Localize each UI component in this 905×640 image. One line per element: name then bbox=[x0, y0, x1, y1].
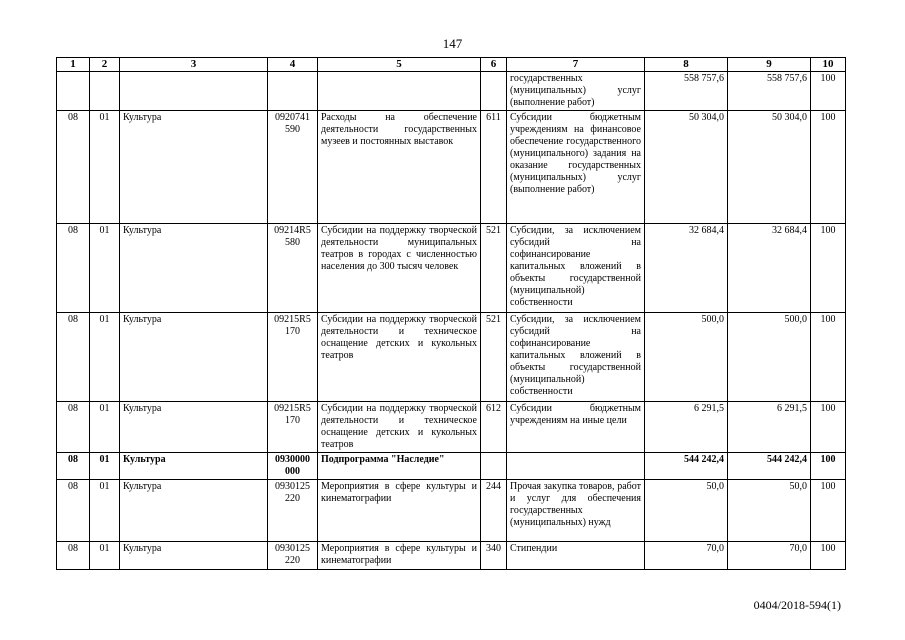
cell-col-4: 0930000 000 bbox=[268, 453, 318, 480]
cell-col-2: 01 bbox=[90, 224, 120, 313]
cell-col-5: Мероприятия в сфере культуры и кинематографии bbox=[318, 480, 481, 542]
table-row bbox=[57, 111, 846, 224]
cell-col-8: 6 291,5 bbox=[645, 402, 728, 453]
cell-col-5: Мероприятия в сфере культуры и кинематографии bbox=[318, 542, 481, 570]
cell-col-10: 100 bbox=[811, 111, 846, 224]
cell-col-3: Культура bbox=[120, 480, 268, 542]
cell-col-5: Субсидии на поддержку творческой деятельности муниципальных театров в городах с численностью населения до 300 тысяч человек bbox=[318, 224, 481, 313]
cell-col-2 bbox=[90, 72, 120, 111]
cell-col-8: 32 684,4 bbox=[645, 224, 728, 313]
table-row bbox=[57, 313, 846, 402]
cell-col-10: 100 bbox=[811, 313, 846, 402]
cell-col-6: 612 bbox=[481, 402, 507, 453]
table-row bbox=[57, 480, 846, 542]
cell-col-10: 100 bbox=[811, 542, 846, 570]
cell-col-6: 340 bbox=[481, 542, 507, 570]
cell-col-4: 09214R5 580 bbox=[268, 224, 318, 313]
cell-col-10: 100 bbox=[811, 224, 846, 313]
cell-col-9: 500,0 bbox=[728, 313, 811, 402]
cell-col-8: 544 242,4 bbox=[645, 453, 728, 480]
cell-col-6 bbox=[481, 72, 507, 111]
table-row bbox=[57, 72, 846, 111]
cell-col-2: 01 bbox=[90, 111, 120, 224]
cell-col-8: 558 757,6 bbox=[645, 72, 728, 111]
cell-col-2: 01 bbox=[90, 542, 120, 570]
cell-col-5: Субсидии на поддержку творческой деятельности и техническое оснащение детских и кукольных театров bbox=[318, 402, 481, 453]
column-header-9: 9 bbox=[728, 58, 811, 72]
cell-col-7: Субсидии, за исключением субсидий на софинансирование капитальных вложений в объекты государственной (муниципальной) собственности bbox=[507, 313, 645, 402]
header-row bbox=[57, 58, 846, 72]
cell-col-9: 558 757,6 bbox=[728, 72, 811, 111]
column-header-6: 6 bbox=[481, 58, 507, 72]
cell-col-8: 70,0 bbox=[645, 542, 728, 570]
cell-col-9: 50,0 bbox=[728, 480, 811, 542]
cell-col-4: 09215R5 170 bbox=[268, 313, 318, 402]
cell-col-8: 50,0 bbox=[645, 480, 728, 542]
column-header-8: 8 bbox=[645, 58, 728, 72]
table-row bbox=[57, 453, 846, 480]
cell-col-9: 6 291,5 bbox=[728, 402, 811, 453]
budget-table bbox=[56, 57, 846, 570]
cell-col-7 bbox=[507, 453, 645, 480]
cell-col-10: 100 bbox=[811, 72, 846, 111]
cell-col-1: 08 bbox=[57, 480, 90, 542]
cell-col-7: Субсидии бюджетным учреждениям на финансовое обеспечение государственного (муниципального) задания на оказание государственных (муниципальных) услуг (выполнение работ) bbox=[507, 111, 645, 224]
cell-col-9: 544 242,4 bbox=[728, 453, 811, 480]
cell-col-9: 70,0 bbox=[728, 542, 811, 570]
cell-col-10: 100 bbox=[811, 480, 846, 542]
table-row bbox=[57, 224, 846, 313]
cell-col-7: Стипендии bbox=[507, 542, 645, 570]
cell-col-4: 0930125 220 bbox=[268, 480, 318, 542]
cell-col-1: 08 bbox=[57, 402, 90, 453]
cell-col-5 bbox=[318, 72, 481, 111]
cell-col-8: 50 304,0 bbox=[645, 111, 728, 224]
cell-col-1: 08 bbox=[57, 542, 90, 570]
cell-col-6: 521 bbox=[481, 313, 507, 402]
cell-col-4: 0930125 220 bbox=[268, 542, 318, 570]
cell-col-6: 521 bbox=[481, 224, 507, 313]
cell-col-4: 09215R5 170 bbox=[268, 402, 318, 453]
cell-col-5: Субсидии на поддержку творческой деятельности и техническое оснащение детских и кукольных театров bbox=[318, 313, 481, 402]
cell-col-2: 01 bbox=[90, 402, 120, 453]
cell-col-10: 100 bbox=[811, 453, 846, 480]
cell-col-6 bbox=[481, 453, 507, 480]
cell-col-3: Культура bbox=[120, 111, 268, 224]
cell-col-7: Субсидии бюджетным учреждениям на иные цели bbox=[507, 402, 645, 453]
cell-col-4: 0920741 590 bbox=[268, 111, 318, 224]
cell-col-1: 08 bbox=[57, 111, 90, 224]
cell-col-2: 01 bbox=[90, 453, 120, 480]
cell-col-6: 244 bbox=[481, 480, 507, 542]
cell-col-7: Субсидии, за исключением субсидий на софинансирование капитальных вложений в объекты государственной (муниципальной) собственности bbox=[507, 224, 645, 313]
column-header-4: 4 bbox=[268, 58, 318, 72]
cell-col-1 bbox=[57, 72, 90, 111]
cell-col-1: 08 bbox=[57, 224, 90, 313]
cell-col-7: Прочая закупка товаров, работ и услуг для обеспечения государственных (муниципальных) нужд bbox=[507, 480, 645, 542]
column-header-5: 5 bbox=[318, 58, 481, 72]
column-header-3: 3 bbox=[120, 58, 268, 72]
cell-col-3: Культура bbox=[120, 313, 268, 402]
cell-col-1: 08 bbox=[57, 313, 90, 402]
cell-col-3: Культура bbox=[120, 453, 268, 480]
cell-col-3 bbox=[120, 72, 268, 111]
cell-col-3: Культура bbox=[120, 402, 268, 453]
column-header-1: 1 bbox=[57, 58, 90, 72]
cell-col-9: 32 684,4 bbox=[728, 224, 811, 313]
document-id: 0404/2018-594(1) bbox=[753, 598, 841, 612]
cell-col-2: 01 bbox=[90, 313, 120, 402]
column-header-7: 7 bbox=[507, 58, 645, 72]
table-row bbox=[57, 542, 846, 570]
cell-col-9: 50 304,0 bbox=[728, 111, 811, 224]
cell-col-1: 08 bbox=[57, 453, 90, 480]
column-header-10: 10 bbox=[811, 58, 846, 72]
cell-col-6: 611 bbox=[481, 111, 507, 224]
column-header-2: 2 bbox=[90, 58, 120, 72]
cell-col-5: Подпрограмма "Наследие" bbox=[318, 453, 481, 480]
cell-col-2: 01 bbox=[90, 480, 120, 542]
cell-col-4 bbox=[268, 72, 318, 111]
cell-col-10: 100 bbox=[811, 402, 846, 453]
cell-col-3: Культура bbox=[120, 224, 268, 313]
cell-col-8: 500,0 bbox=[645, 313, 728, 402]
cell-col-3: Культура bbox=[120, 542, 268, 570]
table-body bbox=[57, 72, 846, 570]
table-row bbox=[57, 402, 846, 453]
cell-col-5: Расходы на обеспечение деятельности государственных музеев и постоянных выставок bbox=[318, 111, 481, 224]
cell-col-7: государственных (муниципальных) услуг (выполнение работ) bbox=[507, 72, 645, 111]
page-number: 147 bbox=[442, 36, 463, 51]
